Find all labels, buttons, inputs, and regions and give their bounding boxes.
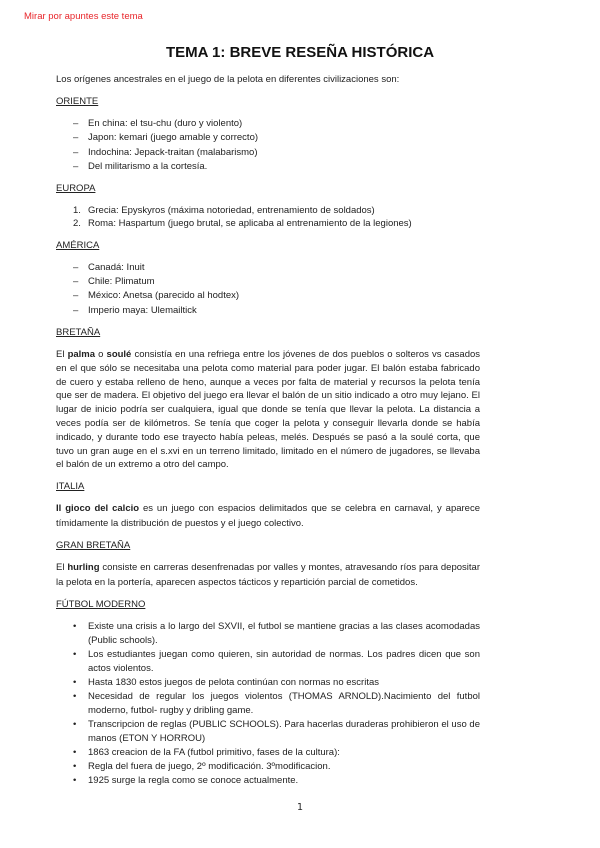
heading-america: AMÉRICA <box>56 239 100 251</box>
item-text: Grecia: Epyskyros (máxima notoriedad, entrenamiento de soldados) <box>88 205 375 217</box>
bold-term: hurling <box>67 562 100 574</box>
item-number: 1. <box>73 205 81 217</box>
list-item <box>56 648 480 676</box>
list-europa <box>56 204 480 231</box>
item-text: Japon: kemari (juego amable y correcto) <box>88 132 259 144</box>
bold-term: palma <box>67 348 96 360</box>
list-item <box>56 690 480 718</box>
item-text: Imperio maya: Ulemailtick <box>88 304 197 316</box>
paragraph-bretana <box>56 348 480 472</box>
paragraph-italia <box>56 502 480 531</box>
heading-oriente: ORIENTE <box>56 96 99 107</box>
text: El <box>56 562 68 574</box>
item-text: Existe una crisis a lo largo del SXVII, el futbol se mantiene gracias a las clases acomodadas (Public schools). <box>88 621 480 647</box>
bullet-marker: • <box>73 775 77 787</box>
dash-marker: – <box>73 118 79 129</box>
item-text: Roma: Haspartum (juego brutal, se aplicaba al entrenamiento de la legiones) <box>88 218 412 230</box>
list-item <box>56 217 480 230</box>
page-number: 1 <box>296 802 304 813</box>
list-item <box>56 760 480 774</box>
list-item <box>56 261 480 275</box>
list-item <box>56 304 480 318</box>
dash-marker: – <box>73 261 79 273</box>
item-text: Necesidad de regular los juegos violentos (THOMAS ARNOLD).Nacimiento del futbol moderno, futbol- rugby y dribling game. <box>88 691 480 717</box>
list-america <box>56 261 480 318</box>
heading-bretana: BRETAÑA <box>56 326 101 338</box>
item-text: Chile: Plimatum <box>88 276 155 288</box>
list-item <box>56 774 480 788</box>
bold-term: Il gioco del calcio <box>56 503 140 515</box>
heading-gran-bretana: GRAN BRETAÑA <box>56 540 131 552</box>
bold-term: soulé <box>106 348 132 360</box>
list-oriente <box>56 117 480 174</box>
text: o <box>95 348 107 360</box>
list-item <box>56 146 480 160</box>
dash-marker: – <box>73 304 79 316</box>
heading-futbol-moderno: FÚTBOL MODERNO <box>56 599 146 611</box>
study-note: Mirar por apuntes este tema <box>24 11 143 22</box>
text: consistía en una refriega entre los jóvenes de dos pueblos o solteros vs casados en el que sólo se necesitaba una pelota como material para poder jugar. El balón estaba fabricado de cuero y estaba relleno de heno, aunque a veces por falta de material y recursos la pelota tenía que ser de madera. El objetivo del juego era llevar el balón de un sitio indicado a otro muy lejano. El lugar de inicio podría ser cualquiera, igual que donde se tenía que llevar la pelota. La distancia a veces podía ser de kilómetros. Se tenía que coger la pelota y conseguir llevarla donde se había indicado, y durante todo ese trayecto había peleas, melés. Después se pasó a la soulé corta, que tuvo un gran auge en el s.xvi en un terreno limitado, limitado en el número de jugadores, se llevaba el balón de un extremo a otro del campo. <box>56 348 481 471</box>
list-item <box>56 718 480 746</box>
dash-marker: – <box>73 146 79 158</box>
item-text: Regla del fuera de juego, 2º modificación. 3ºmodificacion. <box>88 761 331 773</box>
item-text: Indochina: Jepack-traitan (malabarismo) <box>88 146 258 158</box>
list-item <box>56 131 480 145</box>
list-item <box>56 117 480 131</box>
dash-marker: – <box>73 276 79 288</box>
list-item <box>56 620 480 648</box>
list-futbol-moderno <box>56 620 480 788</box>
item-text: En china: el tsu-chu (duro y violento) <box>88 118 243 129</box>
list-item <box>56 275 480 289</box>
bullet-marker: • <box>73 677 77 689</box>
list-item <box>56 160 480 174</box>
document-body <box>56 73 480 788</box>
text: El <box>56 348 68 360</box>
list-item <box>56 676 480 690</box>
page-title: TEMA 1: BREVE RESEÑA HISTÓRICA <box>165 44 435 61</box>
bullet-marker: • <box>73 691 77 703</box>
list-item <box>56 204 480 217</box>
bullet-marker: • <box>73 761 77 773</box>
bullet-marker: • <box>73 719 77 731</box>
heading-italia: ITALIA <box>56 481 85 493</box>
intro-text: Los orígenes ancestrales en el juego de la pelota en diferentes civilizaciones son: <box>56 74 400 85</box>
bullet-marker: • <box>73 649 77 661</box>
text: consiste en carreras desenfrenadas por valles y montes, atravesando ríos para depositar la pelota en la portería, aparecen aspectos tácticos y repartición parcial de cometidos. <box>56 562 480 588</box>
dash-marker: – <box>73 160 79 172</box>
item-text: Canadá: Inuit <box>88 261 145 273</box>
item-text: Del militarismo a la cortesía. <box>88 160 208 172</box>
text: es un juego con espacios delimitados que se celebra en carnaval, y aparece tímidamente la distribución de puestos y el juego colectivo. <box>56 503 480 529</box>
bullet-marker: • <box>73 747 77 759</box>
item-text: Los estudiantes juegan como quieren, sin autoridad de normas. Los padres dicen que son actos violentos. <box>88 649 480 675</box>
item-number: 2. <box>73 218 81 230</box>
list-item <box>56 289 480 303</box>
heading-europa: EUROPA <box>56 183 96 195</box>
list-item <box>56 746 480 760</box>
item-text: 1863 creacion de la FA (futbol primitivo, fases de la cultura): <box>88 747 340 759</box>
dash-marker: – <box>73 290 79 302</box>
item-text: Hasta 1830 estos juegos de pelota continúan con normas no escritas <box>88 677 379 689</box>
paragraph-gran-bretana <box>56 561 480 590</box>
item-text: 1925 surge la regla como se conoce actualmente. <box>88 775 299 787</box>
bullet-marker: • <box>73 621 77 633</box>
item-text: Transcripcion de reglas (PUBLIC SCHOOLS). Para hacerlas duraderas prohibieron el uso de manos (ETON Y HORROU) <box>88 719 480 745</box>
item-text: México: Anetsa (parecido al hodtex) <box>88 290 240 302</box>
dash-marker: – <box>73 132 79 144</box>
